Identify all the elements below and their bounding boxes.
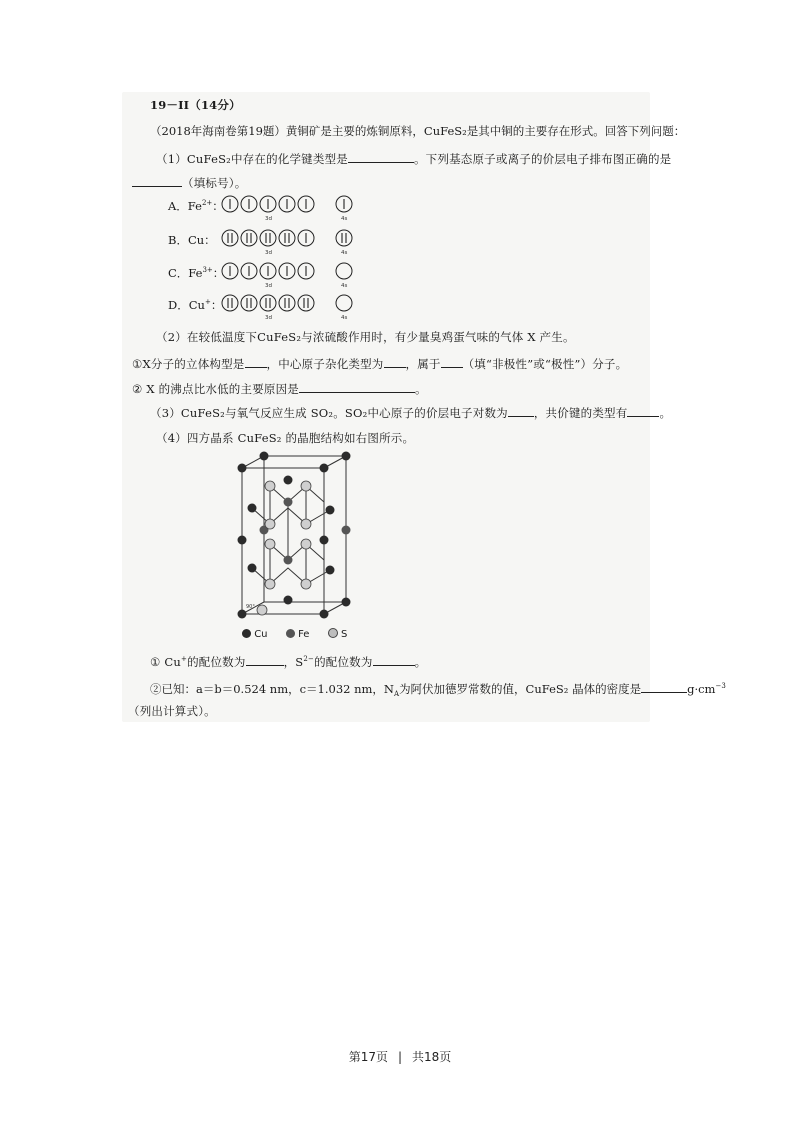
label-4s: 4s [341,216,348,221]
label-3d: 3d [265,283,272,288]
question-4-line: （4）四方晶系 CuFeS₂ 的晶胞结构如右图所示。 [156,431,415,445]
page-total: 共18页 [412,1050,452,1064]
label-4s: 4s [341,283,348,288]
question-source-line: （2018年海南卷第19题）黄铜矿是主要的炼铜原料，CuFeS₂是其中铜的主要存在形式。回答下列问题： [150,124,686,138]
legend-fe-marker [286,629,295,638]
option-c-label: C．$Fe^{3+}$： [168,266,225,280]
option-b-orbital-diagram [220,229,420,255]
question-4-1-line: ① Cu+的配位数为 ，$S^{2-}$的配位数为 。 [150,654,427,669]
legend-s-marker [328,628,338,638]
label-3d: 3d [265,250,272,255]
answer-blank-boiling-point-reason [299,381,415,393]
legend-cu-marker [242,629,251,638]
answer-blank-bond-type [348,151,414,163]
question-3-line: （3）CuFeS₂与氧气反应生成 SO₂。SO₂中心原子的价层电子对数为 ，共价键的类型有 。 [150,406,672,420]
answer-blank-bond-types [627,405,659,417]
option-d-label: D．Cu+： [168,298,223,312]
option-c-orbital-diagram [220,262,420,288]
option-a-label: A．$Fe^{2+}$： [168,199,224,213]
answer-blank-geometry [245,356,267,368]
option-a-orbital-diagram [220,195,420,221]
crystal-structure-diagram [230,450,370,630]
question-1-line-2 [132,175,246,190]
label-3d: 3d [265,315,272,320]
answer-blank-hybridization [384,356,406,368]
answer-blank-electron-pairs [508,405,534,417]
crystal-legend [242,628,347,640]
label-3d: 3d [265,216,272,221]
legend-cu-label: Cu [254,629,268,640]
question-2-2-line: ② X 的沸点比水低的主要原因是 。 [132,382,427,396]
question-2-intro: （2）在较低温度下CuFeS₂与浓硫酸作用时，有少量臭鸡蛋气味的气体 X 产生。 [156,330,575,344]
option-d-orbital-diagram [220,294,420,320]
answer-blank-cu-coordination [246,654,284,666]
question-header: 19－II（14分） [150,98,241,112]
answer-blank-density [641,681,687,693]
footer-separator: | [397,1050,403,1064]
question-2-1-line: ①X分子的立体构型是 ，中心原子杂化类型为 ，属于 （填“非极性”或“极性”）分子。 [132,357,628,371]
angle-label: 90° [246,604,255,610]
label-4s: 4s [341,250,348,255]
page-footer [0,1048,800,1065]
page-number: 第17页 [348,1050,388,1064]
q1-text-b: 。下列基态原子或离子的价层电子排布图正确的是 [413,152,672,166]
label-4s: 4s [341,315,348,320]
answer-blank-polarity [441,356,463,368]
q1-text-c: （填标号）。 [182,176,247,190]
legend-s-label: S [341,629,348,640]
q1-text-a: （1）CuFeS₂中存在的化学键类型是 [156,152,348,166]
question-1-line [156,151,671,166]
option-b-label: B．Cu： [168,233,216,247]
answer-blank-correct-option [132,175,182,187]
legend-fe-label: Fe [298,629,310,640]
question-4-2-line-2: （列出计算式）。 [128,704,216,718]
answer-blank-s-coordination [373,654,415,666]
question-4-2-line: ②已知：a＝b＝0.524 nm，c＝1.032 nm，$N_A$为阿伏加德罗常数的值，CuFeS₂ 晶体的密度是 $g\cdot cm^{-3}$ [150,681,726,699]
